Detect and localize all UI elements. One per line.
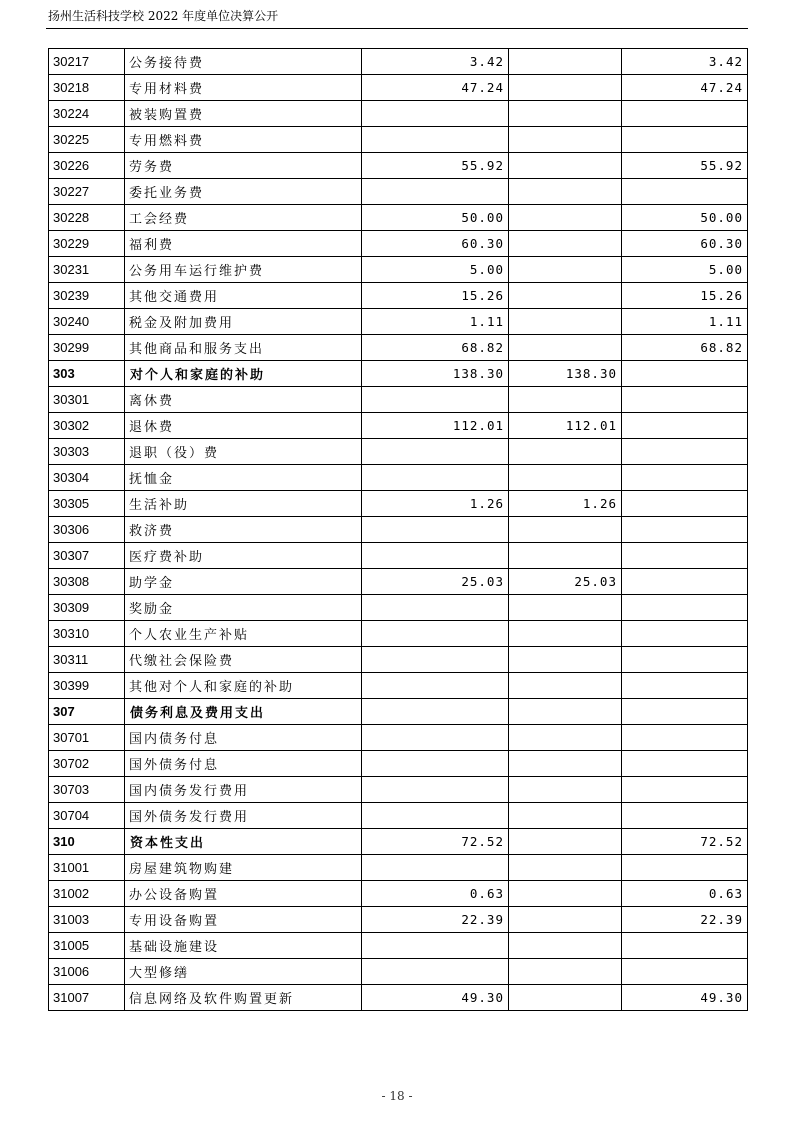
total-amount-cell [362, 439, 509, 465]
project-expenditure-cell [622, 127, 748, 153]
basic-expenditure-cell [509, 907, 622, 933]
total-amount-cell: 55.92 [362, 153, 509, 179]
total-amount-cell [362, 959, 509, 985]
account-code-cell: 31003 [49, 907, 125, 933]
table-row [49, 387, 748, 413]
total-amount-cell [362, 595, 509, 621]
total-amount-cell [362, 777, 509, 803]
item-name-cell: 基础设施建设 [125, 933, 362, 959]
total-amount-cell: 15.26 [362, 283, 509, 309]
item-name-cell: 工会经费 [125, 205, 362, 231]
item-name-cell: 大型修缮 [125, 959, 362, 985]
total-amount-cell: 1.11 [362, 309, 509, 335]
table-row [49, 673, 748, 699]
item-name-cell: 房屋建筑物购建 [125, 855, 362, 881]
table-body [49, 49, 748, 1011]
account-code-cell: 31001 [49, 855, 125, 881]
project-expenditure-cell: 72.52 [622, 829, 748, 855]
item-name-cell: 救济费 [125, 517, 362, 543]
account-code-cell: 31007 [49, 985, 125, 1011]
basic-expenditure-cell [509, 153, 622, 179]
basic-expenditure-cell [509, 647, 622, 673]
item-name-cell: 退职（役）费 [125, 439, 362, 465]
basic-expenditure-cell [509, 673, 622, 699]
account-code-cell: 30310 [49, 621, 125, 647]
table-row [49, 543, 748, 569]
basic-expenditure-cell [509, 283, 622, 309]
basic-expenditure-cell [509, 309, 622, 335]
total-amount-cell [362, 127, 509, 153]
basic-expenditure-cell [509, 517, 622, 543]
project-expenditure-cell: 49.30 [622, 985, 748, 1011]
table-row [49, 283, 748, 309]
project-expenditure-cell [622, 621, 748, 647]
account-code-cell: 30303 [49, 439, 125, 465]
account-code-cell: 30217 [49, 49, 125, 75]
basic-expenditure-cell [509, 387, 622, 413]
table-row [49, 933, 748, 959]
table-row [49, 127, 748, 153]
total-amount-cell: 50.00 [362, 205, 509, 231]
account-code-cell: 30703 [49, 777, 125, 803]
table-row [49, 647, 748, 673]
table-row [49, 803, 748, 829]
basic-expenditure-cell [509, 959, 622, 985]
item-name-cell: 奖励金 [125, 595, 362, 621]
project-expenditure-cell: 22.39 [622, 907, 748, 933]
table-row [49, 413, 748, 439]
account-code-cell: 30301 [49, 387, 125, 413]
basic-expenditure-cell [509, 543, 622, 569]
project-expenditure-cell: 55.92 [622, 153, 748, 179]
project-expenditure-cell [622, 569, 748, 595]
basic-expenditure-cell [509, 75, 622, 101]
item-name-cell: 福利费 [125, 231, 362, 257]
item-name-cell: 助学金 [125, 569, 362, 595]
account-code-cell: 30240 [49, 309, 125, 335]
table-row [49, 855, 748, 881]
project-expenditure-cell: 60.30 [622, 231, 748, 257]
basic-expenditure-cell [509, 127, 622, 153]
project-expenditure-cell [622, 387, 748, 413]
account-code-cell: 30229 [49, 231, 125, 257]
account-code-cell: 30226 [49, 153, 125, 179]
table-row [49, 725, 748, 751]
table-row [49, 257, 748, 283]
table-row [49, 491, 748, 517]
total-amount-cell [362, 543, 509, 569]
table-row [49, 153, 748, 179]
table-row [49, 179, 748, 205]
basic-expenditure-cell: 138.30 [509, 361, 622, 387]
project-expenditure-cell [622, 361, 748, 387]
total-amount-cell [362, 101, 509, 127]
table-row [49, 231, 748, 257]
total-amount-cell [362, 725, 509, 751]
basic-expenditure-cell [509, 777, 622, 803]
account-code-cell: 30311 [49, 647, 125, 673]
table-row [49, 881, 748, 907]
basic-expenditure-cell [509, 439, 622, 465]
basic-expenditure-cell [509, 933, 622, 959]
item-name-cell: 信息网络及软件购置更新 [125, 985, 362, 1011]
project-expenditure-cell: 68.82 [622, 335, 748, 361]
total-amount-cell: 25.03 [362, 569, 509, 595]
account-code-cell: 30307 [49, 543, 125, 569]
project-expenditure-cell [622, 179, 748, 205]
item-name-cell: 办公设备购置 [125, 881, 362, 907]
item-name-cell: 专用材料费 [125, 75, 362, 101]
project-expenditure-cell [622, 673, 748, 699]
page-header: 扬州生活科技学校 2022 年度单位决算公开 [48, 9, 279, 23]
basic-expenditure-cell [509, 335, 622, 361]
expenditure-table [48, 48, 748, 1011]
item-name-cell: 债务利息及费用支出 [125, 699, 362, 725]
account-code-cell: 31006 [49, 959, 125, 985]
basic-expenditure-cell [509, 257, 622, 283]
project-expenditure-cell [622, 725, 748, 751]
item-name-cell: 离休费 [125, 387, 362, 413]
project-expenditure-cell [622, 803, 748, 829]
basic-expenditure-cell [509, 699, 622, 725]
total-amount-cell: 49.30 [362, 985, 509, 1011]
item-name-cell: 国外债务付息 [125, 751, 362, 777]
table-row [49, 907, 748, 933]
table-row [49, 309, 748, 335]
account-code-cell: 310 [49, 829, 125, 855]
item-name-cell: 退休费 [125, 413, 362, 439]
item-name-cell: 其他对个人和家庭的补助 [125, 673, 362, 699]
table-row [49, 595, 748, 621]
category-row [49, 829, 748, 855]
item-name-cell: 生活补助 [125, 491, 362, 517]
account-code-cell: 30304 [49, 465, 125, 491]
basic-expenditure-cell [509, 595, 622, 621]
total-amount-cell [362, 647, 509, 673]
project-expenditure-cell [622, 699, 748, 725]
item-name-cell: 专用燃料费 [125, 127, 362, 153]
project-expenditure-cell [622, 855, 748, 881]
project-expenditure-cell: 3.42 [622, 49, 748, 75]
account-code-cell: 30704 [49, 803, 125, 829]
total-amount-cell: 72.52 [362, 829, 509, 855]
basic-expenditure-cell: 25.03 [509, 569, 622, 595]
total-amount-cell [362, 387, 509, 413]
basic-expenditure-cell [509, 465, 622, 491]
total-amount-cell [362, 465, 509, 491]
account-code-cell: 30225 [49, 127, 125, 153]
basic-expenditure-cell [509, 205, 622, 231]
account-code-cell: 30308 [49, 569, 125, 595]
account-code-cell: 30227 [49, 179, 125, 205]
account-code-cell: 30399 [49, 673, 125, 699]
item-name-cell: 劳务费 [125, 153, 362, 179]
basic-expenditure-cell: 1.26 [509, 491, 622, 517]
total-amount-cell: 0.63 [362, 881, 509, 907]
table-row [49, 985, 748, 1011]
account-code-cell: 30299 [49, 335, 125, 361]
basic-expenditure-cell [509, 985, 622, 1011]
total-amount-cell: 60.30 [362, 231, 509, 257]
basic-expenditure-cell [509, 829, 622, 855]
item-name-cell: 其他商品和服务支出 [125, 335, 362, 361]
item-name-cell: 国内债务发行费用 [125, 777, 362, 803]
basic-expenditure-cell [509, 621, 622, 647]
item-name-cell: 专用设备购置 [125, 907, 362, 933]
total-amount-cell: 68.82 [362, 335, 509, 361]
project-expenditure-cell: 5.00 [622, 257, 748, 283]
item-name-cell: 被装购置费 [125, 101, 362, 127]
item-name-cell: 国外债务发行费用 [125, 803, 362, 829]
page-number: - 18 - [381, 1089, 413, 1103]
total-amount-cell: 138.30 [362, 361, 509, 387]
basic-expenditure-cell: 112.01 [509, 413, 622, 439]
item-name-cell: 委托业务费 [125, 179, 362, 205]
item-name-cell: 抚恤金 [125, 465, 362, 491]
item-name-cell: 其他交通费用 [125, 283, 362, 309]
account-code-cell: 303 [49, 361, 125, 387]
table-row [49, 75, 748, 101]
table-row [49, 621, 748, 647]
item-name-cell: 代缴社会保险费 [125, 647, 362, 673]
project-expenditure-cell [622, 543, 748, 569]
item-name-cell: 个人农业生产补贴 [125, 621, 362, 647]
account-code-cell: 30239 [49, 283, 125, 309]
item-name-cell: 国内债务付息 [125, 725, 362, 751]
project-expenditure-cell [622, 465, 748, 491]
account-code-cell: 30305 [49, 491, 125, 517]
table-row [49, 751, 748, 777]
account-code-cell: 30309 [49, 595, 125, 621]
basic-expenditure-cell [509, 101, 622, 127]
project-expenditure-cell [622, 751, 748, 777]
total-amount-cell: 112.01 [362, 413, 509, 439]
total-amount-cell: 1.26 [362, 491, 509, 517]
total-amount-cell [362, 621, 509, 647]
project-expenditure-cell [622, 413, 748, 439]
table-row [49, 49, 748, 75]
item-name-cell: 资本性支出 [125, 829, 362, 855]
account-code-cell: 30702 [49, 751, 125, 777]
table-row [49, 569, 748, 595]
basic-expenditure-cell [509, 231, 622, 257]
account-code-cell: 307 [49, 699, 125, 725]
category-row [49, 361, 748, 387]
project-expenditure-cell [622, 647, 748, 673]
account-code-cell: 30306 [49, 517, 125, 543]
account-code-cell: 31002 [49, 881, 125, 907]
item-name-cell: 对个人和家庭的补助 [125, 361, 362, 387]
header-rule [46, 28, 748, 29]
project-expenditure-cell [622, 491, 748, 517]
total-amount-cell: 22.39 [362, 907, 509, 933]
total-amount-cell [362, 751, 509, 777]
project-expenditure-cell [622, 595, 748, 621]
total-amount-cell [362, 699, 509, 725]
category-row [49, 699, 748, 725]
table-row [49, 101, 748, 127]
total-amount-cell: 47.24 [362, 75, 509, 101]
account-code-cell: 30231 [49, 257, 125, 283]
item-name-cell: 医疗费补助 [125, 543, 362, 569]
table-row [49, 205, 748, 231]
account-code-cell: 30218 [49, 75, 125, 101]
table-row [49, 517, 748, 543]
project-expenditure-cell: 50.00 [622, 205, 748, 231]
table-row [49, 465, 748, 491]
basic-expenditure-cell [509, 725, 622, 751]
basic-expenditure-cell [509, 49, 622, 75]
total-amount-cell: 3.42 [362, 49, 509, 75]
item-name-cell: 公务接待费 [125, 49, 362, 75]
table-row [49, 439, 748, 465]
item-name-cell: 税金及附加费用 [125, 309, 362, 335]
project-expenditure-cell [622, 439, 748, 465]
project-expenditure-cell [622, 517, 748, 543]
project-expenditure-cell: 0.63 [622, 881, 748, 907]
total-amount-cell [362, 673, 509, 699]
project-expenditure-cell [622, 959, 748, 985]
account-code-cell: 30228 [49, 205, 125, 231]
total-amount-cell [362, 933, 509, 959]
account-code-cell: 30224 [49, 101, 125, 127]
basic-expenditure-cell [509, 751, 622, 777]
table-row [49, 777, 748, 803]
project-expenditure-cell: 15.26 [622, 283, 748, 309]
project-expenditure-cell [622, 101, 748, 127]
table-row [49, 959, 748, 985]
basic-expenditure-cell [509, 803, 622, 829]
total-amount-cell [362, 517, 509, 543]
total-amount-cell [362, 179, 509, 205]
account-code-cell: 30701 [49, 725, 125, 751]
basic-expenditure-cell [509, 855, 622, 881]
table-row [49, 335, 748, 361]
account-code-cell: 31005 [49, 933, 125, 959]
basic-expenditure-cell [509, 179, 622, 205]
total-amount-cell: 5.00 [362, 257, 509, 283]
project-expenditure-cell [622, 933, 748, 959]
item-name-cell: 公务用车运行维护费 [125, 257, 362, 283]
basic-expenditure-cell [509, 881, 622, 907]
project-expenditure-cell: 1.11 [622, 309, 748, 335]
account-code-cell: 30302 [49, 413, 125, 439]
total-amount-cell [362, 855, 509, 881]
project-expenditure-cell: 47.24 [622, 75, 748, 101]
total-amount-cell [362, 803, 509, 829]
project-expenditure-cell [622, 777, 748, 803]
